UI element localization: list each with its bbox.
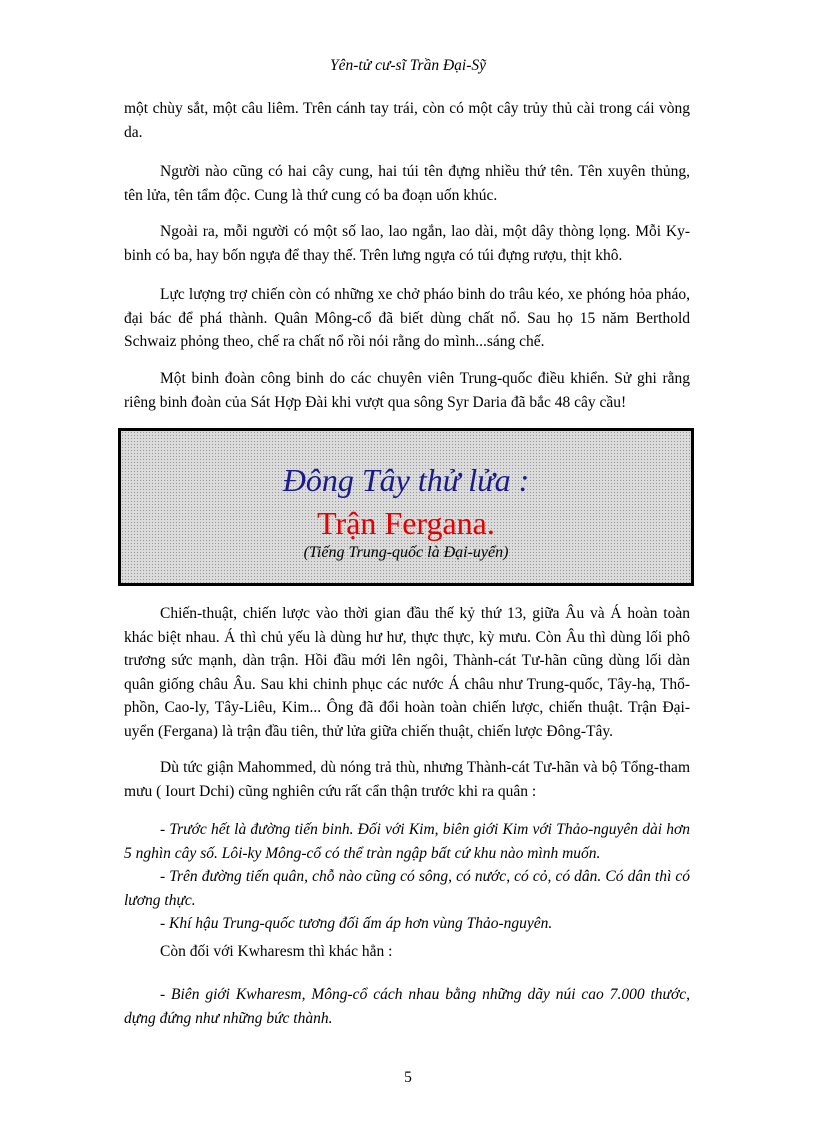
paragraph-preparation: Dù tức giận Mahommed, dù nóng trả thù, nhưng Thành-cát Tư-hãn và bộ Tổng-tham mưu ( Iourt Dchi) cũng nghiên cứu rất cẩn thận trước khi ra quân : xyxy=(124,759,690,800)
section-title-box xyxy=(118,428,694,586)
section-note: (Tiếng Trung-quốc là Đại-uyển) xyxy=(303,544,509,561)
paragraph-artillery: Lực lượng trợ chiến còn có những xe chở pháo binh do trâu kéo, xe phóng hỏa pháo, đại bác để phá thành. Quân Mông-cổ đã biết dùng chất nổ. Sau họ 15 năm Berthold Schwaiz phỏng theo, chế ra chất nổ rồi nói rằng do mình...sáng chế. xyxy=(124,286,690,351)
section-subtitle: Trận Fergana. xyxy=(317,505,495,541)
paragraph-continuation: một chùy sắt, một câu liêm. Trên cánh tay trái, còn có một cây trủy thủ cài trong cái vòng da. xyxy=(124,100,690,141)
list-item: - Biên giới Kwharesm, Mông-cổ cách nhau bằng những dãy núi cao 7.000 thước, dựng đứng như những bức thành. xyxy=(124,986,690,1027)
list-item: - Trước hết là đường tiến binh. Đối với Kim, biên giới Kim với Thảo-nguyên dài hơn 5 nghìn cây số. Lôi-ky Mông-cổ có thể tràn ngập bất cứ khu nào mình muốn. xyxy=(124,821,690,862)
page-number: 5 xyxy=(404,1069,412,1086)
paragraph-kwharesm: Còn đối với Kwharesm thì khác hẳn : xyxy=(160,943,393,960)
italic-list-kim xyxy=(124,818,690,936)
paragraph-spears: Ngoài ra, mỗi người có một số lao, lao ngắn, lao dài, một dây thòng lọng. Mỗi Ky-binh có ba, hay bốn ngựa để thay thế. Trên lưng ngựa có túi đựng rượu, thịt khô. xyxy=(124,223,690,264)
section-title: Đông Tây thử lửa : xyxy=(282,462,530,498)
running-header: Yên-tử cư-sĩ Trần Đại-Sỹ xyxy=(330,57,486,74)
paragraph-strategy: Chiến-thuật, chiến lược vào thời gian đầu thế kỷ thứ 13, giữa Âu và Á hoàn toàn khác biệt nhau. Á thì chủ yếu là dùng hư hư, thực thực, kỳ mưu. Còn Âu thì dùng lối phô trương sức mạnh, dàn trận. Hồi đầu mới lên ngôi, Thành-cát Tư-hãn cũng dùng lối dàn quân giống châu Âu. Sau khi chinh phục các nước Á châu như Trung-quốc, Tây-hạ, Thổ-phồn, Cao-ly, Tây-Liêu, Kim... Ông đã đổi hoàn toàn chiến lược, chiến thuật. Trận Đại-uyển (Fergana) là trận đầu tiên, thử lửa giữa chiến thuật, chiến lược Đông-Tây. xyxy=(124,605,690,740)
list-item: - Trên đường tiến quân, chỗ nào cũng có sông, có nước, có cỏ, có dân. Có dân thì có lương thực. xyxy=(124,868,690,909)
italic-list-kwharesm xyxy=(124,983,690,1030)
paragraph-engineers: Một binh đoàn công binh do các chuyên viên Trung-quốc điều khiển. Sử ghi rằng riêng binh đoàn của Sát Hợp Đài khi vượt qua sông Syr Daria đã bắc 48 cây cầu! xyxy=(124,370,690,411)
paragraph-bows: Người nào cũng có hai cây cung, hai túi tên đựng nhiều thứ tên. Tên xuyên thủng, tên lửa, tên tẩm độc. Cung là thứ cung có ba đoạn uốn khúc. xyxy=(124,163,690,204)
list-item: - Khí hậu Trung-quốc tương đối ấm áp hơn vùng Thảo-nguyên. xyxy=(160,915,553,933)
